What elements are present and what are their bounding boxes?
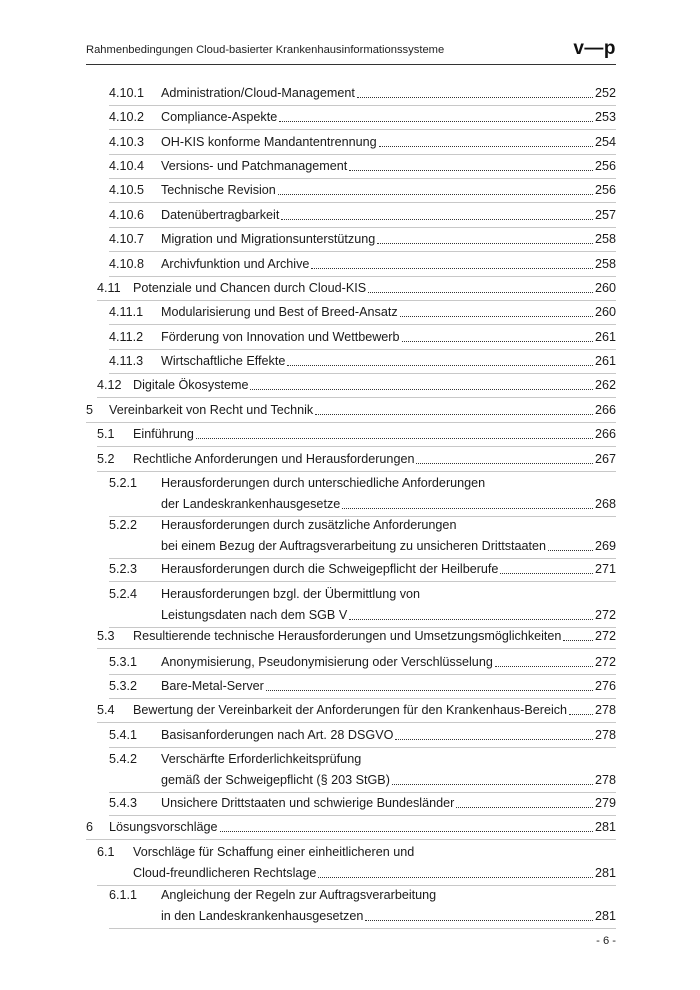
toc-entry[interactable]: [109, 562, 616, 577]
toc-entry-title: Bewertung der Vereinbarkeit der Anforderungen für den Krankenhaus-Bereich: [133, 703, 568, 717]
toc-entry-page: 266: [594, 427, 616, 441]
toc-entry-page: 281: [594, 866, 616, 880]
dot-leader: [416, 462, 593, 464]
dot-leader: [196, 437, 593, 439]
entry-separator: [109, 349, 616, 350]
toc-entry-page: 276: [594, 679, 616, 693]
toc-entry-number: 4.10.1: [109, 86, 145, 100]
dot-leader: [315, 413, 593, 415]
entry-separator: [97, 471, 616, 472]
toc-entry-page: 278: [594, 703, 616, 717]
dot-leader: [400, 315, 593, 317]
toc-entry-page: 258: [594, 232, 616, 246]
dot-leader: [548, 549, 593, 551]
toc-entry-page: 268: [594, 497, 616, 511]
dot-leader: [379, 145, 593, 147]
toc-entry-number: 4.10.7: [109, 232, 145, 246]
dot-leader: [569, 713, 593, 715]
dot-leader: [250, 388, 593, 390]
entry-separator: [109, 674, 616, 675]
toc-entry[interactable]: [109, 183, 616, 198]
toc-entry-page: 272: [594, 629, 616, 643]
toc-entry-title: Bare-Metal-Server: [161, 679, 264, 693]
toc-entry-number: 5.3.2: [109, 679, 138, 693]
dot-leader: [266, 689, 593, 691]
dot-leader: [402, 340, 593, 342]
toc-entry-page: 257: [594, 208, 616, 222]
toc-entry-title: Migration und Migrationsunterstützung: [161, 232, 376, 246]
entry-separator: [109, 202, 616, 203]
toc-entry[interactable]: [109, 330, 616, 345]
toc-entry-title: in den Landeskrankenhausgesetzen: [161, 909, 364, 923]
toc-entry-page: 260: [594, 305, 616, 319]
toc-entry-number: 5.2.4: [109, 587, 138, 601]
toc-entry-number: 5.2.3: [109, 562, 138, 576]
toc-entry-title: Herausforderungen durch zusätzliche Anforderungen: [161, 518, 457, 532]
toc-entry-title: Vorschläge für Schaffung einer einheitlicheren und: [133, 845, 415, 859]
page-number: - 6 -: [596, 935, 616, 947]
toc-entry-number: 5.3.1: [109, 655, 138, 669]
toc-entry-title: Herausforderungen durch die Schweigepflicht der Heilberufe: [161, 562, 499, 576]
toc-entry-page: 281: [594, 820, 616, 834]
entry-separator: [109, 105, 616, 106]
toc-entry[interactable]: [109, 655, 616, 670]
toc-entry[interactable]: [109, 86, 616, 101]
dot-leader: [318, 876, 593, 878]
dot-leader: [279, 120, 593, 122]
entry-separator: [109, 324, 616, 325]
toc-entry-page: 258: [594, 257, 616, 271]
entry-separator: [97, 885, 616, 886]
toc-entry-title: Technische Revision: [161, 183, 276, 197]
toc-entry-number: 6.1.1: [109, 888, 138, 902]
toc-entry-page: 254: [594, 135, 616, 149]
toc-entry[interactable]: [86, 403, 616, 418]
toc-entry-title: Vereinbarkeit von Recht und Technik: [109, 403, 314, 417]
toc-entry[interactable]: [109, 110, 616, 125]
toc-entry[interactable]: [97, 703, 616, 718]
toc-entry-title: Verschärfte Erforderlichkeitsprüfung: [161, 752, 362, 766]
toc-entry-title: Unsichere Drittstaaten und schwierige Bundesländer: [161, 796, 455, 810]
toc-entry-number: 4.10.3: [109, 135, 145, 149]
toc-entry-number: 4.12: [97, 378, 122, 392]
toc-entry-title: Basisanforderungen nach Art. 28 DSGVO: [161, 728, 394, 742]
toc-entry-number: 4.10.4: [109, 159, 145, 173]
toc-entry-title: Angleichung der Regeln zur Auftragsverarbeitung: [161, 888, 437, 902]
toc-entry-number: 4.11.3: [109, 354, 144, 368]
toc-entry[interactable]: [109, 135, 616, 150]
toc-entry-number: 5.4: [97, 703, 115, 717]
toc-entry[interactable]: [109, 159, 616, 174]
toc-entry-number: 5.2.1: [109, 476, 138, 490]
toc-entry-number: 4.10.8: [109, 257, 145, 271]
dot-leader: [495, 665, 593, 667]
toc-entry[interactable]: [97, 629, 616, 644]
dot-leader: [278, 193, 593, 195]
toc-entry-page: 261: [594, 354, 616, 368]
toc-entry-page: 266: [594, 403, 616, 417]
dot-leader: [349, 169, 593, 171]
toc-entry-number: 5.2.2: [109, 518, 138, 532]
toc-entry[interactable]: [109, 208, 616, 223]
toc-entry-title: Datenübertragbarkeit: [161, 208, 280, 222]
toc-entry-title: Lösungsvorschläge: [109, 820, 218, 834]
toc-entry[interactable]: [109, 728, 616, 743]
toc-entry-page: 271: [594, 562, 616, 576]
toc-entry-page: 252: [594, 86, 616, 100]
toc-entry-title: Rechtliche Anforderungen und Herausforderungen: [133, 452, 415, 466]
dot-leader: [357, 96, 593, 98]
toc-entry-title: OH-KIS konforme Mandantentrennung: [161, 135, 377, 149]
toc-entry[interactable]: [86, 820, 616, 835]
entry-separator: [109, 627, 616, 628]
dot-leader: [456, 806, 593, 808]
entry-separator: [86, 422, 616, 423]
toc-entry-number: 5.1: [97, 427, 115, 441]
dot-leader: [220, 830, 593, 832]
entry-separator: [109, 698, 616, 699]
dot-leader: [500, 572, 593, 574]
toc-entry-page: 253: [594, 110, 616, 124]
toc-entry[interactable]: [109, 476, 616, 512]
toc-entry-number: 5.2: [97, 452, 115, 466]
toc-entry-title: Leistungsdaten nach dem SGB V: [161, 608, 348, 622]
toc-entry-title: Förderung von Innovation und Wettbewerb: [161, 330, 400, 344]
toc-entry-title: bei einem Bezug der Auftragsverarbeitung zu unsicheren Drittstaaten: [161, 539, 547, 553]
toc-entry-page: 256: [594, 183, 616, 197]
toc-entry-number: 5: [86, 403, 94, 417]
entry-separator: [109, 129, 616, 130]
toc-entry[interactable]: [109, 518, 616, 554]
toc-entry-title: Modularisierung und Best of Breed-Ansatz: [161, 305, 398, 319]
toc-entry-number: 4.11.2: [109, 330, 144, 344]
entry-separator: [109, 516, 616, 517]
dot-leader: [281, 218, 593, 220]
toc-entry-page: 272: [594, 608, 616, 622]
toc-entry-page: 269: [594, 539, 616, 553]
dot-leader: [311, 267, 593, 269]
toc-entry-number: 6: [86, 820, 94, 834]
entry-separator: [109, 581, 616, 582]
toc-entry-number: 5.3: [97, 629, 115, 643]
toc-entry-title: Potenziale und Chancen durch Cloud-KIS: [133, 281, 367, 295]
toc-entry-number: 4.10.6: [109, 208, 145, 222]
toc-entry[interactable]: [109, 305, 616, 320]
vp-logo: v—p: [573, 38, 616, 59]
toc-entry-number: 4.11: [97, 281, 121, 295]
toc-entry[interactable]: [109, 752, 616, 788]
entry-separator: [86, 839, 616, 840]
toc-entry-title: Archivfunktion und Archive: [161, 257, 310, 271]
toc-entry-title: Einführung: [133, 427, 194, 441]
entry-separator: [109, 747, 616, 748]
toc-entry-page: 260: [594, 281, 616, 295]
toc-entry-page: 278: [594, 773, 616, 787]
toc-entry-title: Cloud-freundlicheren Rechtslage: [133, 866, 317, 880]
toc-entry-number: 4.10.5: [109, 183, 145, 197]
toc-entry-page: 267: [594, 452, 616, 466]
dot-leader: [342, 507, 593, 509]
toc-entry-page: 256: [594, 159, 616, 173]
toc-entry-title: Digitale Ökosysteme: [133, 378, 249, 392]
entry-separator: [109, 178, 616, 179]
toc-entry-page: 279: [594, 796, 616, 810]
toc-entry-title: gemäß der Schweigepflicht (§ 203 StGB): [161, 773, 390, 787]
toc-entry-title: Anonymisierung, Pseudonymisierung oder Verschlüsselung: [161, 655, 493, 669]
running-header-title: Rahmenbedingungen Cloud-basierter Krankenhausinformationssysteme: [86, 44, 445, 56]
entry-separator: [109, 276, 616, 277]
toc-entry-number: 6.1: [97, 845, 115, 859]
toc-entry[interactable]: [109, 354, 616, 369]
toc-entry-number: 5.4.2: [109, 752, 138, 766]
toc-entry[interactable]: [97, 281, 616, 296]
toc-entry-number: 4.10.2: [109, 110, 145, 124]
toc-entry-title: Wirtschaftliche Effekte: [161, 354, 286, 368]
toc-entry[interactable]: [109, 888, 616, 924]
toc-entry[interactable]: [109, 232, 616, 247]
entry-separator: [97, 397, 616, 398]
toc-entry[interactable]: [97, 427, 616, 442]
dot-leader: [349, 618, 593, 620]
toc-entry-number: 5.4.1: [109, 728, 138, 742]
toc-entry-page: 281: [594, 909, 616, 923]
toc-entry[interactable]: [97, 845, 616, 881]
toc-entry-title: Herausforderungen durch unterschiedliche Anforderungen: [161, 476, 486, 490]
dot-leader: [563, 639, 593, 641]
toc-entry[interactable]: [109, 257, 616, 272]
toc-entry-title: der Landeskrankenhausgesetze: [161, 497, 341, 511]
entry-separator: [109, 928, 616, 929]
toc-entry-page: 262: [594, 378, 616, 392]
toc-entry-page: 272: [594, 655, 616, 669]
dot-leader: [365, 919, 593, 921]
toc-entry-page: 278: [594, 728, 616, 742]
toc-entry[interactable]: [97, 452, 616, 467]
toc-entry-title: Administration/Cloud-Management: [161, 86, 355, 100]
entry-separator: [97, 446, 616, 447]
dot-leader: [377, 242, 593, 244]
entry-separator: [109, 154, 616, 155]
toc-entry-title: Resultierende technische Herausforderungen und Umsetzungsmöglichkeiten: [133, 629, 562, 643]
toc-entry[interactable]: [109, 587, 616, 623]
toc-entry[interactable]: [97, 378, 616, 393]
entry-separator: [109, 373, 616, 374]
toc-entry-page: 261: [594, 330, 616, 344]
toc-entry-number: 5.4.3: [109, 796, 138, 810]
entry-separator: [109, 792, 616, 793]
toc-entry-title: Herausforderungen bzgl. der Übermittlung von: [161, 587, 421, 601]
toc-entry-number: 4.11.1: [109, 305, 144, 319]
toc-entry[interactable]: [109, 679, 616, 694]
entry-separator: [109, 227, 616, 228]
dot-leader: [287, 364, 593, 366]
dot-leader: [395, 738, 593, 740]
entry-separator: [97, 300, 616, 301]
entry-separator: [109, 251, 616, 252]
toc-entry-title: Compliance-Aspekte: [161, 110, 278, 124]
toc-entry[interactable]: [109, 796, 616, 811]
entry-separator: [109, 558, 616, 559]
dot-leader: [368, 291, 593, 293]
entry-separator: [97, 722, 616, 723]
entry-separator: [97, 648, 616, 649]
entry-separator: [109, 815, 616, 816]
dot-leader: [392, 783, 593, 785]
toc-entry-title: Versions- und Patchmanagement: [161, 159, 348, 173]
